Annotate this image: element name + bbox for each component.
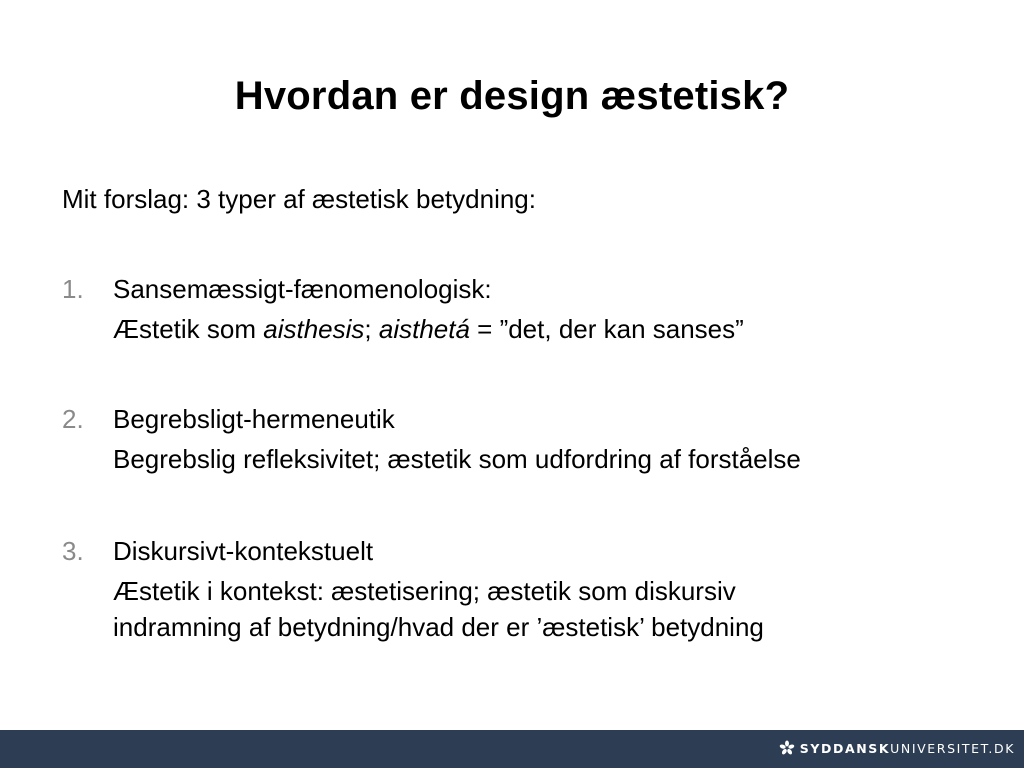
- list-subtext: Begrebslig refleksivitet; æstetik som udfordring af forståelse: [113, 444, 801, 474]
- list-number: 3.: [62, 536, 84, 566]
- list-item-1: [62, 271, 962, 347]
- subtext-line-2: indramning af betydning/hvad der er ’æstetisk’ betydning: [113, 612, 764, 642]
- list-heading: Diskursivt-kontekstuelt: [113, 536, 374, 566]
- list-heading: Begrebsligt-hermeneutik: [113, 404, 395, 434]
- subtext-prefix: Æstetik som: [113, 314, 264, 344]
- list-number: 1.: [62, 274, 84, 304]
- footer-logo: [778, 739, 1015, 757]
- list-item-3: [62, 533, 962, 645]
- subtext-suffix: = ”det, der kan sanses”: [469, 314, 744, 344]
- list-subtext: [113, 573, 962, 645]
- list-number: 2.: [62, 404, 84, 434]
- term-aistheta: aisthetá: [378, 314, 470, 344]
- list-subtext: [113, 311, 962, 347]
- subtext-line-1: Æstetik i kontekst: æstetisering; æstetik som diskursiv: [113, 576, 736, 606]
- logo-text-regular: UNIVERSITET.DK: [890, 740, 1015, 756]
- list-heading: Sansemæssigt-fænomenologisk:: [113, 274, 492, 304]
- subtext-separator: ;: [364, 314, 379, 344]
- list-item-2: [62, 401, 962, 477]
- logo-text-bold: SYDDANSK: [799, 740, 891, 756]
- footer-bar: [0, 730, 1024, 768]
- sdu-flower-icon: [778, 739, 796, 757]
- slide-title: Hvordan er design æstetisk?: [234, 74, 790, 118]
- intro-text: Mit forslag: 3 typer af æstetisk betydning:: [62, 184, 536, 214]
- term-aisthesis: aisthesis: [263, 314, 365, 344]
